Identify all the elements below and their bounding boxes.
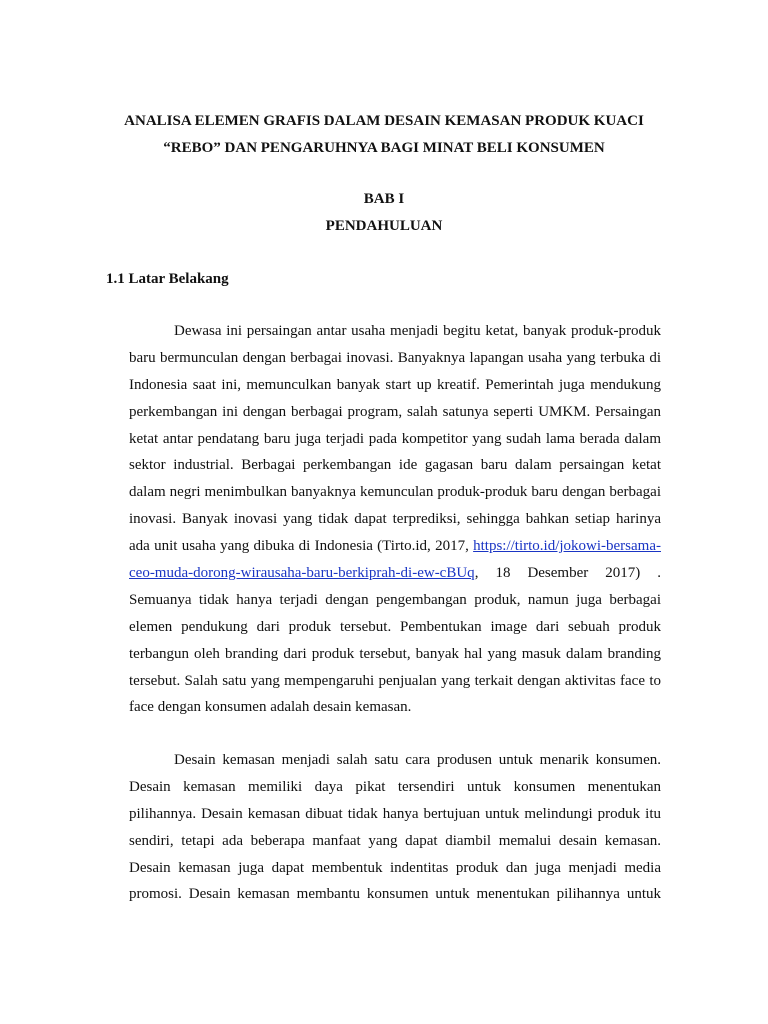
- paragraph-line-with-link: [129, 560, 661, 587]
- paragraph-line: tersebut. Salah satu yang mempengaruhi penjualan yang terkait dengan aktivitas face to: [129, 672, 661, 689]
- paragraph-line: sendiri, tetapi ada beberapa manfaat yang dapat diambil memalui desain kemasan.: [129, 832, 661, 849]
- paragraph-line: baru bermunculan dengan berbagai inovasi. Banyaknya lapangan usaha yang terbuka di: [129, 349, 661, 366]
- citation-link[interactable]: https://tirto.id/jokowi-bersama-: [473, 538, 661, 555]
- citation-date: , 18 Desember 2017) .: [474, 565, 661, 582]
- citation-link-continued[interactable]: ceo-muda-dorong-wirausaha-baru-berkiprah-di-ew-cBUq: [129, 565, 475, 582]
- paragraph-line-with-link: [129, 533, 661, 560]
- citation-text: ada unit usaha yang dibuka di Indonesia (Tirto.id, 2017,: [129, 538, 474, 555]
- paragraph-line: Desain kemasan memiliki daya pikat tersendiri untuk konsumen menentukan: [129, 778, 661, 795]
- title-line-2: “REBO” DAN PENGARUHNYA BAGI MINAT BELI KONSUMEN: [163, 140, 605, 156]
- paragraph-line: Semuanya tidak hanya terjadi dengan pengembangan produk, namun juga berbagai: [129, 591, 661, 608]
- paragraph-background-1: [129, 318, 661, 721]
- chapter-number: BAB I: [363, 191, 405, 207]
- paragraph-line: elemen pendukung dari produk tersebut. Pembentukan image dari sebuah produk: [129, 618, 661, 635]
- paragraph-line: face dengan konsumen adalah desain kemasan.: [129, 699, 412, 716]
- paragraph-line: pilihannya. Desain kemasan dibuat tidak hanya bertujuan untuk melindungi produk itu: [129, 805, 661, 822]
- paragraph-background-2: [129, 747, 661, 908]
- paragraph-line: ketat antar pendatang baru juga terjadi pada kompetitor yang sudah lama berada dalam: [129, 430, 661, 447]
- title-line-1: ANALISA ELEMEN GRAFIS DALAM DESAIN KEMASAN PRODUK KUACI: [124, 113, 644, 129]
- chapter-title: PENDAHULUAN: [325, 218, 443, 234]
- paragraph-line: Dewasa ini persaingan antar usaha menjadi begitu ketat, banyak produk-produk: [174, 323, 661, 339]
- paragraph-line: Indonesia saat ini, memunculkan banyak start up kreatif. Pemerintah juga mendukung: [129, 376, 661, 393]
- paragraph-line: dalam negri menimbulkan banyaknya kemunculan produk-produk baru dengan berbagai: [129, 484, 661, 501]
- paragraph-line: terbangun oleh branding dari produk tersebut, banyak hal yang masuk dalam branding: [129, 645, 661, 662]
- paragraph-line: sektor industrial. Berbagai perkembangan ide gagasan baru dalam persaingan ketat: [129, 457, 661, 474]
- paragraph-line: promosi. Desain kemasan membantu konsumen untuk menentukan pilihannya untuk: [129, 886, 661, 903]
- paragraph-line: perkembangan ini dengan berbagai program, salah satunya seperti UMKM. Persaingan: [129, 403, 661, 420]
- paragraph-line: Desain kemasan juga dapat membentuk indentitas produk dan juga menjadi media: [129, 859, 661, 876]
- paragraph-line: Desain kemasan menjadi salah satu cara produsen untuk menarik konsumen.: [174, 752, 661, 768]
- section-heading: 1.1 Latar Belakang: [106, 271, 229, 287]
- paragraph-line: inovasi. Banyak inovasi yang tidak dapat terprediksi, sehingga bahkan setiap harinya: [129, 511, 661, 528]
- document-title: [96, 108, 672, 162]
